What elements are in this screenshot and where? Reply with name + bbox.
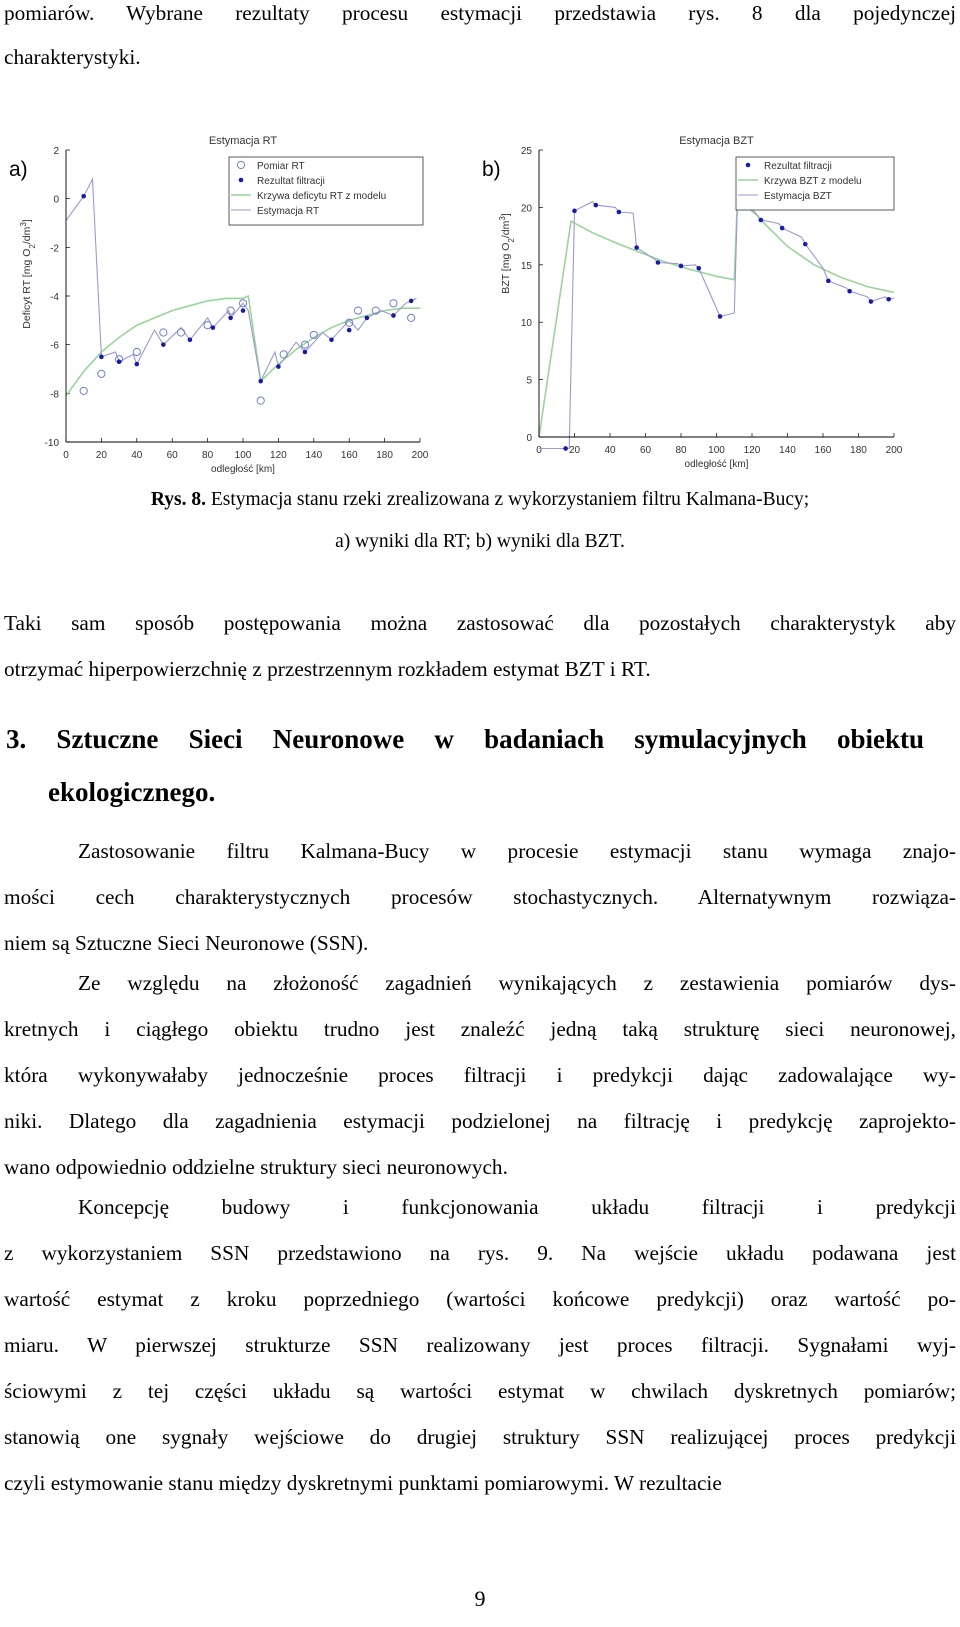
legend-marker-filtered	[239, 178, 244, 183]
x-tick-label: 60	[166, 450, 178, 461]
y-tick-label: -6	[50, 340, 59, 352]
filtered-point	[409, 299, 414, 304]
paragraph-2-line-1: Zastosowanie filtru Kalmana-Bucy w procesie estymacji stanu wymaga znajo-	[78, 839, 956, 863]
x-tick-label: 120	[270, 450, 287, 461]
x-tick-label: 20	[568, 445, 581, 456]
legend	[736, 157, 894, 210]
measurement-point	[80, 387, 87, 394]
legend	[229, 157, 423, 225]
x-tick-label: 40	[131, 450, 143, 461]
filtered-point	[780, 226, 785, 231]
filtered-point	[303, 350, 308, 355]
paragraph-3-line-3: która wykonywałaby jednocześnie proces filtracji i predykcji dając zadowalające wy-	[4, 1063, 956, 1087]
legend-label: Rezultat filtracji	[257, 176, 325, 187]
filtered-point	[696, 266, 701, 271]
y-tick-label: 5	[526, 375, 532, 387]
filtered-point	[563, 446, 568, 451]
paragraph-4-line-4: miaru. W pierwszej strukturze SSN realizowany jest proces filtracji. Sygnałami wyj-	[4, 1333, 956, 1357]
measurement-point	[98, 370, 105, 377]
x-tick-label: 140	[305, 450, 323, 461]
y-tick-label: -2	[50, 243, 59, 255]
paragraph-2-line-3: niem są Sztuczne Sieci Neuronowe (SSN).	[4, 931, 369, 955]
figure-caption-line-1	[0, 478, 960, 522]
y-tick-label: -8	[50, 389, 59, 401]
filtered-point	[228, 316, 233, 321]
filtered-point	[826, 279, 831, 284]
measurement-point	[390, 300, 397, 307]
filtered-point	[81, 194, 86, 199]
paragraph-2-line-2: mości cech charakterystycznych procesów stochastycznych. Alternatywnym rozwiąza-	[4, 885, 956, 909]
paragraph-4-line-6: stanowią one sygnały wejściowe do drugiej struktury SSN realizującej proces predykcji	[4, 1425, 956, 1449]
x-tick-label: 20	[95, 450, 107, 461]
x-tick-label: 120	[743, 445, 761, 456]
measurement-point	[133, 348, 140, 355]
legend-label: Estymacja RT	[257, 206, 320, 217]
y-tick-label: -10	[44, 438, 59, 449]
filtered-point	[718, 314, 723, 319]
chart-title: Estymacja BZT	[679, 135, 754, 147]
y-axis-label: BZT [mg $O_2/dm^3$]	[497, 213, 516, 294]
paragraph-3-line-5: wano odpowiednio oddzielne struktury sieci neuronowych.	[4, 1155, 508, 1179]
y-tick-label: 25	[520, 146, 532, 157]
measurement-point	[354, 307, 361, 314]
estimate-line	[539, 190, 894, 448]
x-axis-label: odległość [km]	[211, 464, 275, 475]
measurement-point	[257, 397, 264, 404]
y-tick-label: 2	[53, 146, 59, 157]
x-tick-label: 140	[779, 445, 796, 456]
filtered-point	[391, 313, 396, 318]
legend-label: Krzywa deficytu RT z modelu	[257, 191, 387, 202]
paragraph-1-line-1: Taki sam sposób postępowania można zastosować dla pozostałych charakterystyk aby	[4, 611, 956, 635]
filtered-point	[617, 210, 622, 215]
intro-line-2: charakterystyki.	[4, 45, 141, 69]
chart-bzt-estimation	[482, 135, 903, 470]
paragraph-4-line-3: wartość estymat z kroku poprzedniego (wartości końcowe predykcji) oraz wartość po-	[4, 1287, 956, 1311]
figure-caption-label: Rys. 8.	[150, 489, 206, 510]
y-tick-label: 10	[520, 318, 532, 330]
x-axis-label: odległość [km]	[684, 459, 749, 470]
measurement-point	[177, 329, 184, 336]
paragraph-3-line-2: kretnych i ciągłego obiektu trudno jest znaleźć jedną taką strukturę sieci neuronowej,	[4, 1017, 956, 1041]
legend-label: Rezultat filtracji	[764, 161, 832, 172]
x-tick-label: 100	[708, 445, 725, 456]
measurement-point	[204, 322, 211, 329]
page-number: 9	[474, 1586, 486, 1611]
filtered-point	[759, 218, 764, 223]
filtered-point	[99, 355, 104, 360]
filtered-point	[803, 242, 808, 247]
filtered-point	[886, 297, 891, 302]
figure-caption-line-2: a) wyniki dla RT; b) wyniki dla BZT.	[335, 531, 625, 552]
legend-marker-filtered	[746, 163, 751, 168]
x-tick-label: 40	[604, 445, 616, 456]
y-tick-label: 15	[520, 260, 532, 272]
filtered-point	[347, 328, 352, 333]
chart-rt-estimation	[9, 135, 429, 475]
x-tick-label: 160	[814, 445, 832, 456]
y-tick-label: 0	[526, 433, 532, 444]
model-curve-line	[539, 190, 894, 437]
x-tick-label: 200	[411, 450, 429, 461]
filtered-point	[679, 264, 684, 269]
legend-label: Estymacja BZT	[764, 191, 832, 202]
y-tick-label: -4	[50, 292, 59, 303]
filtered-point	[161, 342, 166, 347]
paragraph-4-line-7: czyli estymowanie stanu między dyskretnymi punktami pomiarowymi. W rezultacie	[4, 1471, 722, 1495]
paragraph-1-line-2: otrzymać hiperpowierzchnię z przestrzennym rozkładem estymat BZT i RT.	[4, 657, 651, 681]
y-tick-label: 20	[520, 203, 532, 215]
x-tick-label: 100	[234, 450, 252, 461]
y-tick-label: 0	[53, 194, 59, 206]
x-tick-label: 0	[63, 450, 69, 461]
filtered-point	[135, 362, 140, 367]
x-tick-label: 180	[850, 445, 867, 456]
x-tick-label: 160	[340, 450, 358, 461]
x-tick-label: 80	[675, 445, 687, 456]
filtered-point	[117, 359, 122, 364]
section-heading-line-2: ekologicznego.	[48, 777, 216, 807]
x-tick-label: 200	[885, 445, 903, 456]
filtered-point	[211, 325, 216, 330]
paragraph-3-line-4: niki. Dlatego dla zagadnienia estymacji podzielonej na filtrację i predykcję zaprojekto-	[4, 1109, 956, 1133]
filtered-point	[594, 203, 599, 208]
paragraph-4-line-2: z wykorzystaniem SSN przedstawiono na rys. 9. Na wejście układu podawana jest	[4, 1241, 956, 1265]
x-tick-label: 60	[639, 445, 652, 456]
filtered-point	[276, 364, 281, 369]
legend-label: Pomiar RT	[257, 161, 305, 172]
filtered-point	[869, 299, 874, 304]
filtered-point	[634, 245, 639, 250]
x-tick-label: 80	[202, 450, 214, 461]
filtered-point	[241, 308, 246, 313]
x-tick-label: 0	[536, 445, 542, 456]
filtered-point	[329, 338, 334, 343]
paragraph-3-line-1: Ze względu na złożoność zagadnień wynikających z zestawienia pomiarów dys-	[78, 971, 956, 995]
filtered-point	[188, 338, 193, 343]
figure-caption-text: Estymacja stanu rzeki zrealizowana z wykorzystaniem filtru Kalmana-Bucy;	[205, 489, 810, 510]
filtered-point	[847, 289, 852, 294]
legend-label: Krzywa BZT z modelu	[764, 176, 862, 187]
panel-label: b)	[482, 158, 501, 181]
intro-line-1: pomiarów. Wybrane rezultaty procesu estymacji przedstawia rys. 8 dla pojedynczej	[4, 1, 956, 25]
filtered-point	[572, 209, 577, 214]
x-tick-label: 180	[376, 450, 393, 461]
chart-title: Estymacja RT	[208, 135, 278, 147]
paragraph-4-line-1: Koncepcję budowy i funkcjonowania układu filtracji i predykcji	[78, 1195, 956, 1219]
measurement-point	[280, 351, 287, 358]
plot-area	[539, 190, 894, 451]
measurement-point	[160, 329, 167, 336]
section-heading-line-1: 3. Sztuczne Sieci Neuronowe w badaniach symulacyjnych obiektu	[6, 724, 924, 754]
filtered-point	[365, 316, 370, 321]
filtered-point	[258, 379, 263, 384]
panel-label: a)	[9, 158, 28, 181]
measurement-point	[408, 314, 415, 321]
paragraph-4-line-5: ściowymi z tej części układu są wartości estymat w chwilach dyskretnych pomiarów;	[4, 1379, 956, 1403]
y-axis-label: Deficyt RT [mg $O_2/dm^3$]	[18, 219, 37, 329]
filtered-point	[656, 260, 661, 265]
